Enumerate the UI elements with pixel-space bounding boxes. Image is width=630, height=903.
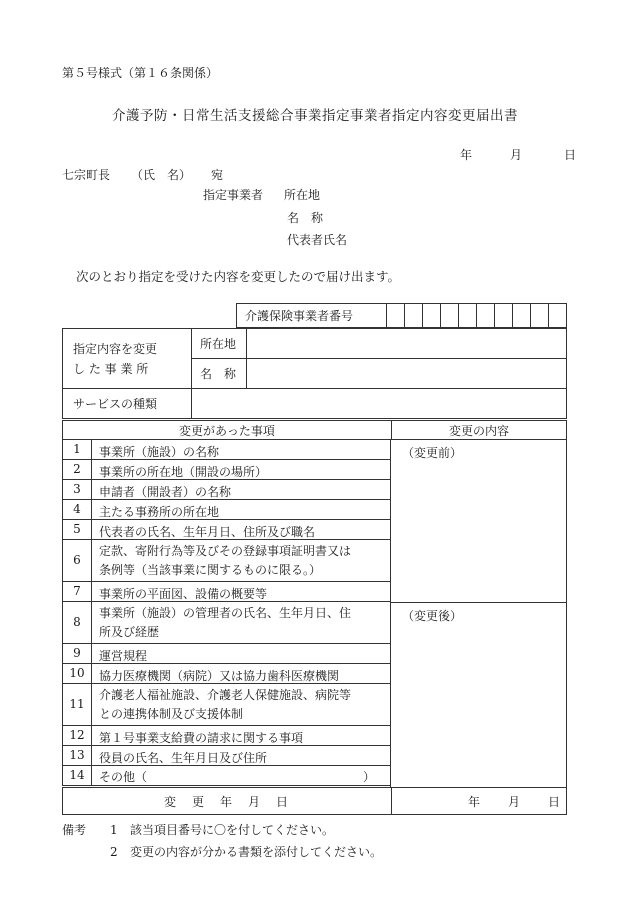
note-item bbox=[110, 843, 382, 860]
service-type-field[interactable] bbox=[192, 389, 567, 419]
office-name-label: 名 称 bbox=[192, 359, 247, 389]
changed-item-number: 1 bbox=[63, 440, 92, 459]
operator-name-label: 名 称 bbox=[287, 211, 324, 225]
changed-item-number: 4 bbox=[63, 500, 92, 519]
changed-item-row[interactable] bbox=[62, 520, 391, 540]
changed-item-text bbox=[99, 604, 351, 642]
changed-item-number: 11 bbox=[63, 684, 92, 725]
insurance-number-row bbox=[236, 303, 567, 328]
operator-representative-label: 代表者氏名 bbox=[287, 233, 348, 247]
changed-item-row[interactable] bbox=[62, 500, 391, 520]
changed-item-line: 介護老人福祉施設、介護老人保健施設、病院等 bbox=[99, 688, 352, 702]
changed-item-line: 代表者の氏名、生年月日、住所及び職名 bbox=[99, 525, 316, 539]
changed-item-line: 第１号事業支給費の請求に関する事項 bbox=[99, 731, 304, 745]
changed-item-line: 所及び経歴 bbox=[99, 625, 160, 639]
mayor-name-label: （氏 名） bbox=[131, 168, 192, 182]
changed-item-number: 2 bbox=[63, 460, 92, 479]
service-type-label: サービスの種類 bbox=[63, 389, 192, 419]
changed-item-line: 主たる事務所の所在地 bbox=[99, 505, 220, 519]
changed-item-line: 申請者（開設者）の名称 bbox=[99, 485, 232, 499]
changed-item-row[interactable] bbox=[62, 684, 391, 726]
insurance-digit-box[interactable] bbox=[477, 304, 495, 328]
note-number: 1 bbox=[110, 823, 118, 837]
mayor-label: 七宗町長 bbox=[62, 168, 111, 182]
office-address-field[interactable] bbox=[247, 329, 567, 359]
table-right-border bbox=[566, 440, 567, 787]
changed-item-number: 8 bbox=[63, 602, 92, 643]
office-label-line2: し た 事 業 所 bbox=[73, 361, 149, 376]
changed-item-row[interactable] bbox=[62, 440, 391, 460]
changed-item-line: 事業所（施設）の管理者の氏名、生年月日、住 bbox=[99, 606, 352, 620]
changed-item-line: 事業所（施設）の名称 bbox=[99, 445, 220, 459]
operator-address-label: 所在地 bbox=[284, 188, 321, 202]
changed-item-row[interactable] bbox=[62, 480, 391, 500]
change-content-divider bbox=[390, 440, 391, 787]
changed-item-row[interactable] bbox=[62, 540, 391, 582]
note-text: 該当項目番号に〇を付してください。 bbox=[130, 823, 335, 837]
changed-item-number: 3 bbox=[63, 480, 92, 499]
form-number: 第５号様式（第１６条関係） bbox=[62, 66, 219, 80]
changed-item-number: 6 bbox=[63, 540, 92, 581]
changed-item-number: 14 bbox=[63, 766, 92, 785]
changed-item-text bbox=[99, 686, 351, 724]
changed-item-line: 役員の氏名、生年月日及び住所 bbox=[99, 751, 268, 765]
insurance-digit-box[interactable] bbox=[495, 304, 513, 328]
page-title: 介護予防・日常生活支援総合事業指定事業者指定内容変更届出書 bbox=[112, 108, 518, 124]
before-after-divider bbox=[390, 602, 567, 603]
changed-item-line: 事業所の平面図、設備の概要等 bbox=[99, 587, 268, 601]
changes-header-row bbox=[62, 420, 567, 440]
changed-item-row[interactable] bbox=[62, 644, 391, 664]
date-year-label: 年 bbox=[460, 148, 473, 162]
insurance-digit-box[interactable] bbox=[387, 304, 405, 328]
changed-item-row[interactable] bbox=[62, 746, 391, 766]
changed-item-line: 事業所の所在地（開設の場所） bbox=[99, 465, 268, 479]
note-text: 変更の内容が分かる書類を添付してください。 bbox=[130, 845, 383, 859]
other-close-paren: ） bbox=[363, 770, 376, 784]
insurance-digit-box[interactable] bbox=[441, 304, 459, 328]
changed-item-number: 10 bbox=[63, 664, 92, 683]
date-day-label: 日 bbox=[564, 148, 577, 162]
office-info-table bbox=[62, 328, 567, 419]
submission-date[interactable] bbox=[460, 146, 576, 163]
addressee bbox=[62, 166, 223, 183]
changed-item-number: 9 bbox=[63, 644, 92, 663]
changed-item-text bbox=[99, 768, 375, 787]
addressee-suffix: 宛 bbox=[211, 168, 224, 182]
insurance-digit-box[interactable] bbox=[531, 304, 549, 328]
changed-item-row[interactable] bbox=[62, 602, 391, 644]
changed-item-number: 5 bbox=[63, 520, 92, 539]
changed-item-row[interactable] bbox=[62, 766, 391, 786]
office-label-line1: 指定内容を変更 bbox=[73, 341, 158, 356]
insurance-digit-box[interactable] bbox=[405, 304, 423, 328]
changed-items-header: 変更があった事項 bbox=[63, 421, 392, 440]
insurance-digit-box[interactable] bbox=[459, 304, 477, 328]
after-label: （変更後） bbox=[402, 609, 463, 623]
note-item bbox=[110, 821, 334, 838]
changed-item-row[interactable] bbox=[62, 664, 391, 684]
change-content-header: 変更の内容 bbox=[392, 421, 567, 440]
changed-item-number: 12 bbox=[63, 726, 92, 745]
changed-item-row[interactable] bbox=[62, 726, 391, 746]
changed-item-number: 13 bbox=[63, 746, 92, 765]
office-address-label: 所在地 bbox=[192, 329, 247, 359]
insurance-digit-box[interactable] bbox=[423, 304, 441, 328]
changed-item-line: との連携体制及び支援体制 bbox=[99, 707, 244, 721]
insurance-number-label: 介護保険事業者番号 bbox=[237, 304, 387, 328]
insurance-digit-box[interactable] bbox=[513, 304, 531, 328]
office-label bbox=[63, 329, 192, 389]
office-name-field[interactable] bbox=[247, 359, 567, 389]
intro-sentence: 次のとおり指定を受けた内容を変更したので届け出ます。 bbox=[76, 269, 401, 284]
changed-item-line: 条例等（当該事業に関するものに限る。） bbox=[99, 563, 322, 577]
changed-item-number: 7 bbox=[63, 582, 92, 601]
changed-item-row[interactable] bbox=[62, 582, 391, 602]
before-label: （変更前） bbox=[402, 446, 463, 460]
date-month-label: 月 bbox=[510, 148, 523, 162]
change-date-label: 変 更 年 月 日 bbox=[63, 788, 392, 815]
note-number: 2 bbox=[110, 845, 118, 859]
change-month-label: 月 bbox=[508, 794, 521, 809]
notes-heading: 備考 bbox=[62, 823, 87, 837]
other-label: その他（ bbox=[99, 770, 148, 784]
change-day-label: 日 bbox=[548, 794, 561, 809]
changed-item-line: 定款、寄附行為等及びその登録事項証明書又は bbox=[99, 544, 352, 558]
changed-item-line: 運営規程 bbox=[99, 649, 148, 663]
changed-item-text bbox=[99, 542, 351, 580]
changed-item-line: 協力医療機関（病院）又は協力歯科医療機関 bbox=[99, 669, 340, 683]
changed-item-row[interactable] bbox=[62, 460, 391, 480]
insurance-digit-box[interactable] bbox=[549, 304, 567, 328]
change-date-row bbox=[62, 787, 567, 815]
change-year-label: 年 bbox=[468, 794, 481, 809]
operator-label: 指定事業者 bbox=[203, 188, 264, 202]
change-date-field[interactable] bbox=[392, 788, 567, 815]
